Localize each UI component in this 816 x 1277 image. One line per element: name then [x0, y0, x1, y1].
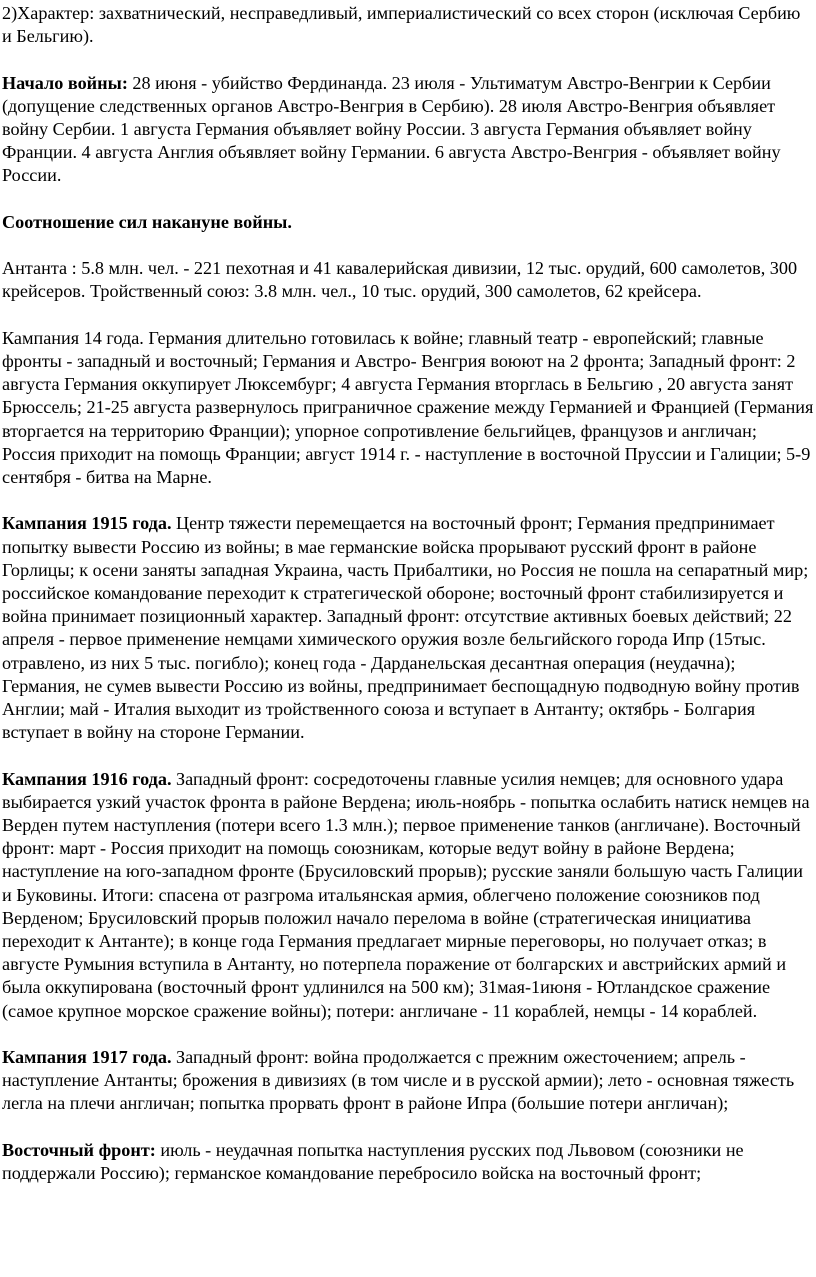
- campaign-1917-text: Западный фронт: война продолжается с прежним ожесточением; апрель - наступление Антанты; брожения в дивизиях (в том числе и в русской армии); лето - основная тяжесть легла на плечи англичан; попытка прорвать фронт в районе Ипра (большие потери англичан);: [2, 1047, 795, 1114]
- forces-heading: Соотношение сил накануне войны.: [2, 211, 292, 232]
- campaign-1915-paragraph: [2, 512, 814, 744]
- campaign-1915-text: Центр тяжести перемещается на восточный фронт; Германия предпринимает попытку вывести Россию из войны; в мае германские войска прорывают русский фронт в районе Горлицы; к осени заняты западная Украина, часть Прибалтики, но Россия не пошла на сепаратный мир; российское командование переходит к стратегической обороне; восточный фронт стабилизируется и война принимает позиционный характер. Западный фронт: отсутствие активных боевых действий; 22 апреля - первое применение немцами химического оружия возле бельгийского города Ипр (15тыс. отравлено, из них 5 тыс. погибло); конец года - Дарданельская десантная операция (неудачна); Германия, не сумев вывести Россию из войны, предпринимает беспощадную подводную войну против Англии; май - Италия выходит из тройственного союза и вступает в Антанту; октябрь - Болгария вступает в войну на стороне Германии.: [2, 513, 809, 743]
- campaign-1917-paragraph: [2, 1046, 814, 1116]
- campaign-1916-paragraph: [2, 768, 814, 1023]
- eastern-front-paragraph: [2, 1139, 814, 1185]
- campaign-1915-heading: Кампания 1915 года.: [2, 513, 172, 534]
- campaign-1914-text: Кампания 14 года. Германия длительно готовилась к войне; главный театр - европейский; главные фронты - западный и восточный; Германия и Австро- Венгрия воюют на 2 фронта; Западный фронт: 2 августа Германия оккупирует Люксембург; 4 августа Германия вторглась в Бельгию , 20 августа занят Брюссель; 21-25 августа развернулось приграничное сражение между Германией и Францией (Германия вторгается на территорию Франции); упорное сопротивление бельгийцев, французов и англичан; Россия приходит на помощь Франции; август 1914 г. - наступление в восточной Пруссии и Галиции; 5-9 сентября - битва на Марне.: [2, 327, 814, 487]
- eastern-front-heading: Восточный фронт:: [2, 1139, 156, 1160]
- war-start-text: 28 июня - убийство Фердинанда. 23 июля - Ультиматум Австро-Венгрии к Сербии (допущение следственных органов Австро-Венгрия в Сербию). 28 июля Австро-Венгрия объявляет войну Сербии. 1 августа Германия объявляет войну России. 3 августа Германия объявляет войну Франции. 4 августа Англия объявляет войну Германии. 6 августа Австро-Венгрия - объявляет войну России.: [2, 72, 781, 186]
- campaign-1917-heading: Кампания 1917 года.: [2, 1047, 172, 1068]
- character-text: 2)Характер: захватнический, несправедливый, империалистический со всех сторон (исключая Сербию и Бельгию).: [2, 3, 801, 47]
- eastern-front-text: июль - неудачная попытка наступления русских под Львовом (союзники не поддержали Россию); германское командование перебросило войска на восточный фронт;: [2, 1139, 744, 1184]
- campaign-1914-paragraph: [2, 327, 814, 489]
- forces-paragraph: [2, 257, 814, 303]
- forces-text: Антанта : 5.8 млн. чел. - 221 пехотная и 41 кавалерийская дивизии, 12 тыс. орудий, 600 самолетов, 300 крейсеров. Тройственный союз: 3.8 млн. чел., 10 тыс. орудий, 300 самолетов, 62 крейсера.: [2, 258, 798, 302]
- campaign-1916-heading: Кампания 1916 года.: [2, 768, 172, 789]
- war-start-paragraph: [2, 72, 814, 188]
- character-paragraph: [2, 2, 814, 48]
- war-start-heading: Начало войны:: [2, 72, 128, 93]
- forces-heading-paragraph: [2, 211, 814, 234]
- campaign-1916-text: Западный фронт: сосредоточены главные усилия немцев; для основного удара выбирается узкий участок фронта в районе Вердена; июль-ноябрь - попытка ослабить натиск немцев на Верден путем наступления (потери всего 1.3 млн.); первое применение танков (англичане). Восточный фронт: март - Россия приходит на помощь союзникам, которые ведут войну в районе Вердена; наступление на юго-западном фронте (Брусиловский прорыв); русские заняли большую часть Галиции и Буковины. Итоги: спасена от разгрома итальянская армия, облегчено положение союзников под Верденом; Брусиловский прорыв положил начало перелома в войне (стратегическая инициатива переходит к Антанте); в конце года Германия предлагает мирные переговоры, но получает отказ; в августе Румыния вступила в Антанту, но потерпела поражение от болгарских и австрийских армий и была оккупирована (восточный фронт удлинился на 500 км); 31мая-1июня - Ютландское сражение (самое крупное морское сражение войны); потери: англичане - 11 кораблей, немцы - 14 кораблей.: [2, 768, 810, 1021]
